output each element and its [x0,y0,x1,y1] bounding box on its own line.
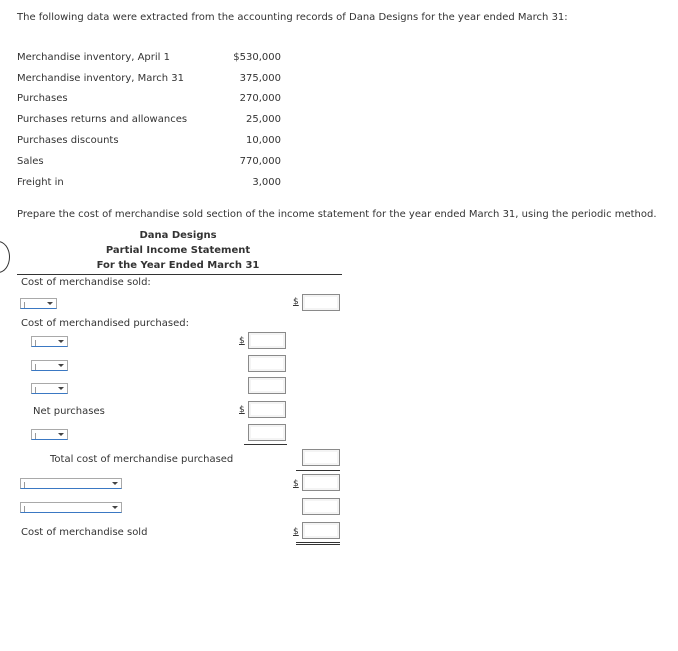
beginning-inventory-amount-input[interactable] [302,294,340,311]
dollar-sign: $ [293,479,299,489]
record-label: Purchases discounts [17,135,119,146]
dollar-sign: $ [239,405,245,415]
record-label: Merchandise inventory, April 1 [17,52,170,63]
record-amount: 10,000 [246,135,281,146]
returns-amount-input[interactable] [248,355,286,372]
total-cost-purchased-label: Total cost of merchandise purchased [50,454,234,465]
left-edge-circle [0,241,10,273]
goods-available-amount-input[interactable] [302,474,340,491]
dollar-sign: $ [293,297,299,307]
beginning-inventory-select[interactable] [20,298,57,309]
double-rule-bottom [296,544,340,545]
cost-sold-amount-input[interactable] [302,522,340,539]
record-amount: 375,000 [239,73,281,84]
record-amount: $530,000 [233,52,281,63]
net-purchases-label: Net purchases [33,406,105,417]
record-label: Freight in [17,177,64,188]
discounts-select[interactable] [31,383,68,394]
net-purchases-amount-input[interactable] [248,401,286,418]
freight-amount-input[interactable] [248,424,286,441]
statement-title: Partial Income Statement [105,245,251,256]
record-amount: 770,000 [239,156,281,167]
record-label: Sales [17,156,44,167]
instruction-text: Prepare the cost of merchandise sold section of the income statement for the year ended March 31, using the periodic method. [17,209,657,220]
double-rule-top [296,542,340,543]
ending-inventory-amount-input[interactable] [302,498,340,515]
returns-select[interactable] [31,360,68,371]
total-rule [296,470,340,471]
record-label: Merchandise inventory, March 31 [17,73,184,84]
ending-inventory-select[interactable] [20,502,122,513]
record-amount: 270,000 [239,93,281,104]
cost-purchased-label: Cost of merchandised purchased: [21,318,189,329]
statement-period: For the Year Ended March 31 [96,260,260,271]
cost-of-merchandise-sold-label: Cost of merchandise sold: [21,277,151,288]
dollar-sign: $ [239,336,245,346]
statement-company: Dana Designs [139,230,217,241]
header-rule [17,274,342,275]
purchases-select[interactable] [31,336,68,347]
freight-select[interactable] [31,429,68,440]
dollar-sign: $ [293,527,299,537]
record-amount: 25,000 [246,114,281,125]
subtotal-rule [244,444,287,445]
intro-text: The following data were extracted from the accounting records of Dana Designs for the year ended March 31: [17,12,568,23]
record-amount: 3,000 [252,177,281,188]
record-label: Purchases [17,93,68,104]
total-cost-purchased-input[interactable] [302,449,340,466]
record-label: Purchases returns and allowances [17,114,188,125]
goods-available-select[interactable] [20,478,122,489]
cost-sold-label: Cost of merchandise sold [21,527,148,538]
purchases-amount-input[interactable] [248,332,286,349]
discounts-amount-input[interactable] [248,377,286,394]
